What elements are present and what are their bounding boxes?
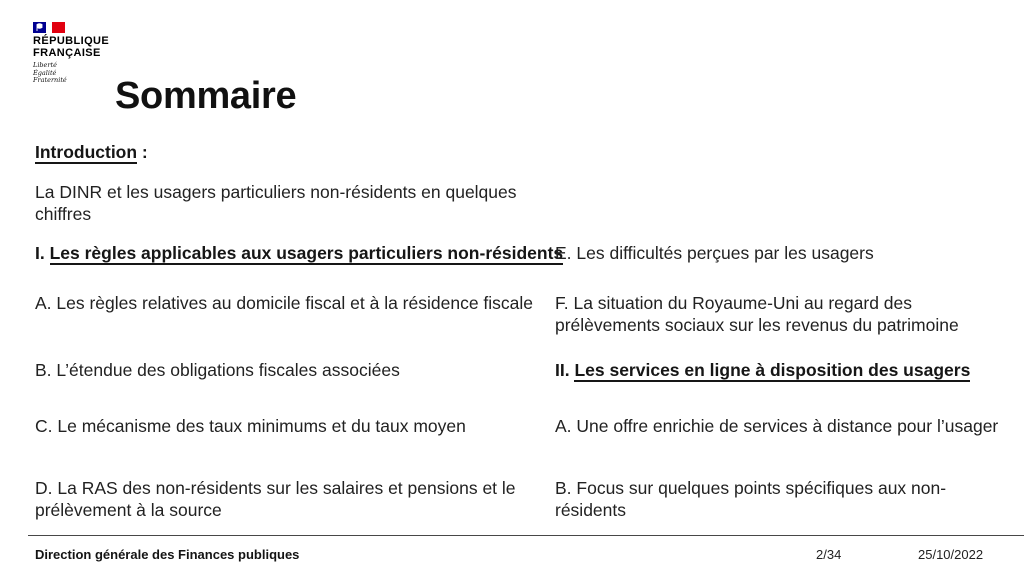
toc-item-1d: D. La RAS des non-résidents sur les salaires et pensions et le prélèvement à la source: [35, 478, 516, 520]
motto-fraternite: Fraternité: [33, 76, 67, 84]
toc-intro-heading-suffix: :: [137, 142, 148, 162]
footer-organization: Direction générale des Finances publiques: [35, 547, 300, 562]
toc-intro-heading: [35, 141, 148, 163]
toc-item-1c: C. Le mécanisme des taux minimums et du taux moyen: [35, 416, 466, 436]
toc-section-2-title: Les services en ligne à disposition des usagers: [574, 360, 971, 380]
toc-section-1-title: Les règles applicables aux usagers particuliers non-résidents: [49, 243, 564, 263]
toc-item-2a: A. Une offre enrichie de services à distance pour l’usager: [555, 416, 999, 436]
toc-section-2-numeral: II.: [555, 360, 575, 380]
toc-section-2-heading: [555, 359, 970, 381]
toc-intro-text: La DINR et les usagers particuliers non-résidents en quelques chiffres: [35, 182, 517, 224]
toc-section-1-numeral: I.: [35, 243, 50, 263]
toc-section-1-heading: [35, 242, 563, 264]
motto-liberte: Liberté: [33, 61, 57, 69]
toc-item-2b: B. Focus sur quelques points spécifiques aux non-résidents: [555, 478, 947, 520]
french-flag-icon: [33, 21, 66, 34]
toc-intro-heading-underlined: Introduction: [35, 142, 138, 162]
footer-date: 25/10/2022: [918, 547, 984, 562]
motto-egalite: Égalité: [33, 68, 57, 77]
footer-divider: [28, 535, 1024, 536]
footer-page-number: 2/34: [816, 547, 842, 562]
logo-text-republique: RÉPUBLIQUE: [33, 35, 110, 47]
toc-item-1a: A. Les règles relatives au domicile fiscal et à la résidence fiscale: [35, 293, 534, 313]
toc-item-1e: E. Les difficultés perçues par les usagers: [555, 243, 874, 263]
toc-item-1f: F. La situation du Royaume-Uni au regard des prélèvements sociaux sur les revenus du patrimoine: [555, 293, 959, 335]
page-title: Sommaire: [115, 75, 297, 118]
logo-text-francaise: FRANÇAISE: [33, 46, 101, 59]
toc-item-1b: B. L’étendue des obligations fiscales associées: [35, 360, 400, 380]
